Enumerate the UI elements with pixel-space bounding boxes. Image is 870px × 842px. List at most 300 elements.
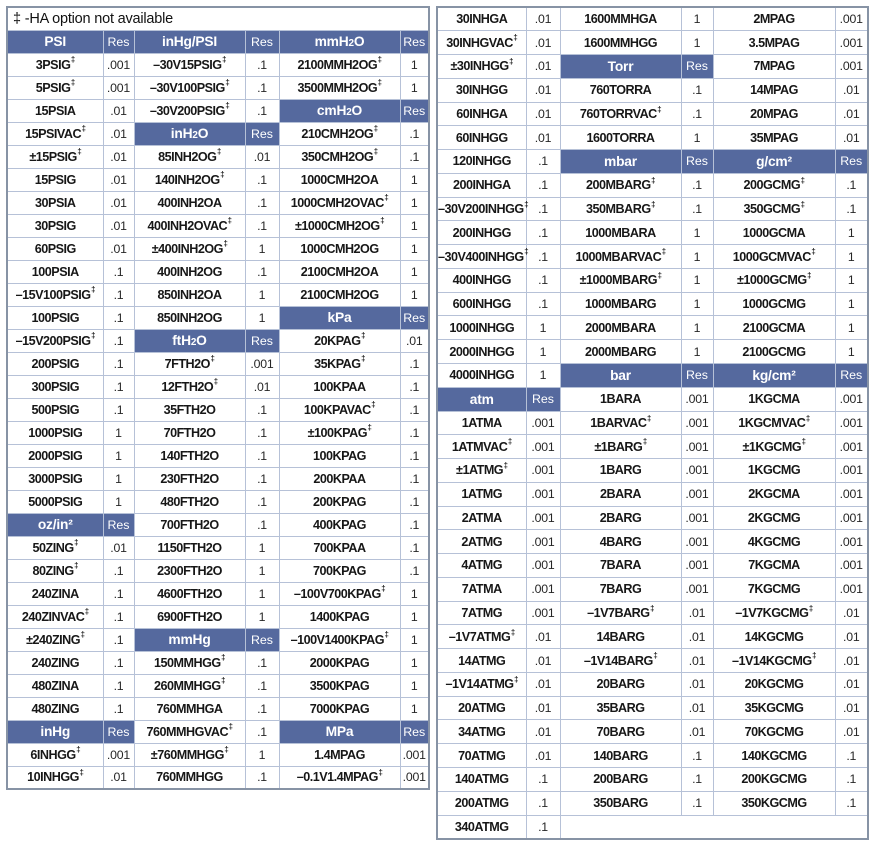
- table-row: [7, 375, 429, 398]
- unit-cell: ±30INHGG‡: [437, 55, 526, 79]
- unit-cell: 4600FTH2O: [134, 582, 245, 605]
- double-dagger-marker: ‡: [513, 33, 518, 43]
- unit-cell: 1600MMHGA: [560, 7, 681, 31]
- res-cell: .001: [835, 530, 868, 554]
- unit-cell: 85INH2OG‡: [134, 145, 245, 168]
- unit-cell: 2100CMH2OA: [279, 260, 400, 283]
- res-cell: .1: [526, 221, 560, 245]
- table-row: [437, 292, 868, 316]
- unit-cell: 4KGCMG: [713, 530, 835, 554]
- res-cell: .1: [245, 766, 279, 789]
- unit-cell: 480ZINA: [7, 674, 103, 697]
- unit-cell: 200KPAG: [279, 490, 400, 513]
- res-cell: .01: [526, 102, 560, 126]
- res-cell: .1: [103, 559, 134, 582]
- unit-cell: 480ZING: [7, 697, 103, 720]
- res-cell: .01: [103, 536, 134, 559]
- unit-cell: 260MMHGG‡: [134, 674, 245, 697]
- res-header: Res: [245, 628, 279, 651]
- table-row: [7, 490, 429, 513]
- res-cell: .01: [400, 329, 429, 352]
- res-cell: .1: [245, 421, 279, 444]
- double-dagger-marker: ‡: [384, 630, 389, 640]
- unit-cell: –30V15PSIG‡: [134, 53, 245, 76]
- res-cell: .1: [400, 145, 429, 168]
- unit-cell: 200KPAA: [279, 467, 400, 490]
- unit-cell: –30V400INHGG‡: [437, 245, 526, 269]
- subscript-two: 2: [190, 337, 197, 348]
- res-cell: .01: [103, 145, 134, 168]
- unit-cell: –30V200PSIG‡: [134, 99, 245, 122]
- double-dagger-marker: ‡: [373, 124, 378, 134]
- res-cell: 1: [681, 245, 713, 269]
- unit-cell: 760TORRVAC‡: [560, 102, 681, 126]
- res-cell: .1: [400, 352, 429, 375]
- unit-cell: 35FTH2O: [134, 398, 245, 421]
- table-row: [437, 459, 868, 483]
- unit-cell: 240ZINVAC‡: [7, 605, 103, 628]
- res-cell: 1: [835, 221, 868, 245]
- unit-cell: 2000KPAG: [279, 651, 400, 674]
- unit-cell: 700KPAG: [279, 559, 400, 582]
- res-cell: .1: [103, 283, 134, 306]
- res-cell: .001: [526, 601, 560, 625]
- unit-cell: 350KGCMG: [713, 791, 835, 815]
- res-cell: 1: [245, 559, 279, 582]
- res-cell: 1: [245, 237, 279, 260]
- unit-cell: 7000KPAG: [279, 697, 400, 720]
- unit-cell: 30PSIG: [7, 214, 103, 237]
- res-cell: .1: [835, 744, 868, 768]
- unit-cell: 7BARA: [560, 554, 681, 578]
- unit-cell: 30INHGA: [437, 7, 526, 31]
- section-header-g-cm2: g/cm²: [713, 150, 835, 174]
- res-cell: .01: [526, 625, 560, 649]
- res-cell: .1: [681, 744, 713, 768]
- table-row: [7, 582, 429, 605]
- unit-cell: 1000GCMVAC‡: [713, 245, 835, 269]
- res-cell: 1: [400, 697, 429, 720]
- res-cell: 1: [400, 260, 429, 283]
- res-cell: .001: [835, 7, 868, 31]
- unit-cell: 760MMHGG: [134, 766, 245, 789]
- unit-cell: 120INHGG: [437, 150, 526, 174]
- table-row: [437, 126, 868, 150]
- unit-cell: ±1ATMG‡: [437, 459, 526, 483]
- double-dagger-marker: ‡: [367, 423, 372, 433]
- res-cell: .1: [400, 536, 429, 559]
- res-cell: 1: [681, 268, 713, 292]
- table-row: [7, 766, 429, 789]
- res-cell: .1: [681, 197, 713, 221]
- unit-cell: 7ATMA: [437, 577, 526, 601]
- unit-cell: 1BARA: [560, 387, 681, 411]
- res-cell: .1: [526, 268, 560, 292]
- unit-cell: 200PSIG: [7, 352, 103, 375]
- res-cell: .1: [245, 76, 279, 99]
- table-row: [437, 78, 868, 102]
- res-cell: .001: [835, 577, 868, 601]
- res-cell: .01: [835, 696, 868, 720]
- unit-cell: –100V1400KPAG‡: [279, 628, 400, 651]
- res-cell: .01: [103, 766, 134, 789]
- double-dagger-marker: ‡: [650, 603, 654, 613]
- unit-cell: 7BARG: [560, 577, 681, 601]
- unit-cell: 100KPAG: [279, 444, 400, 467]
- res-cell: 1: [400, 582, 429, 605]
- unit-cell: 2BARA: [560, 482, 681, 506]
- res-cell: 1: [400, 674, 429, 697]
- unit-cell: –15V200PSIG‡: [7, 329, 103, 352]
- table-row: [437, 102, 868, 126]
- res-cell: .001: [835, 411, 868, 435]
- double-dagger-marker: ‡: [377, 55, 382, 65]
- res-cell: .1: [526, 768, 560, 792]
- unit-cell: –30V100PSIG‡: [134, 76, 245, 99]
- unit-cell: –100V700KPAG‡: [279, 582, 400, 605]
- unit-cell: 760MMHGA: [134, 697, 245, 720]
- table-row: [7, 76, 429, 99]
- unit-cell: 1000GCMA: [713, 221, 835, 245]
- unit-cell: 100KPAVAC‡: [279, 398, 400, 421]
- res-cell: .001: [526, 577, 560, 601]
- unit-cell: 6INHGG‡: [7, 743, 103, 766]
- double-dagger-marker: ‡: [228, 722, 233, 732]
- unit-cell: 4ATMG: [437, 554, 526, 578]
- res-cell: .1: [400, 559, 429, 582]
- unit-cell: 240ZING: [7, 651, 103, 674]
- double-dagger-marker: ‡: [80, 630, 85, 640]
- unit-cell: 20KPAG‡: [279, 329, 400, 352]
- table-row: [7, 168, 429, 191]
- unit-cell: 5000PSIG: [7, 490, 103, 513]
- unit-cell: 140BARG: [560, 744, 681, 768]
- res-cell: .1: [400, 467, 429, 490]
- res-cell: .1: [400, 421, 429, 444]
- double-dagger-marker: ‡: [70, 78, 75, 88]
- unit-cell: 14BARG: [560, 625, 681, 649]
- unit-cell: –1V14KGCMG‡: [713, 649, 835, 673]
- table-row: [437, 221, 868, 245]
- unit-cell: 2300FTH2O: [134, 559, 245, 582]
- section-header-inh2o: inH2O: [134, 122, 245, 145]
- double-dagger-marker: ‡: [77, 147, 82, 157]
- res-cell: .01: [526, 744, 560, 768]
- unit-cell: ±240ZING‡: [7, 628, 103, 651]
- unit-cell: –0.1V1.4MPAG‡: [279, 766, 400, 789]
- unit-cell: 400KPAG: [279, 513, 400, 536]
- res-cell: .001: [400, 743, 429, 766]
- subscript-two: 2: [192, 130, 198, 141]
- double-dagger-marker: ‡: [84, 607, 89, 617]
- res-cell: .01: [103, 168, 134, 191]
- unit-cell: 2100MMH2OG‡: [279, 53, 400, 76]
- table-row: [7, 260, 429, 283]
- note-row: [7, 7, 429, 30]
- res-cell: 1: [245, 605, 279, 628]
- res-cell: 1: [400, 605, 429, 628]
- section-header-atm: atm: [437, 387, 526, 411]
- unit-cell: 200KGCMG: [713, 768, 835, 792]
- availability-note: ‡ -HA option not available: [7, 7, 429, 30]
- unit-cell: 60INHGG: [437, 126, 526, 150]
- unit-cell: 140INH2OG‡: [134, 168, 245, 191]
- res-cell: .01: [835, 720, 868, 744]
- unit-cell: 100PSIG: [7, 306, 103, 329]
- unit-cell: 1000CMH2OG: [279, 237, 400, 260]
- res-cell: 1: [103, 490, 134, 513]
- unit-cell: 1KGCMG: [713, 459, 835, 483]
- table-row: [437, 768, 868, 792]
- res-cell: .001: [526, 554, 560, 578]
- unit-cell: 350GCMG‡: [713, 197, 835, 221]
- res-cell: .01: [526, 31, 560, 55]
- double-dagger-marker: ‡: [653, 651, 658, 661]
- res-cell: 1: [245, 536, 279, 559]
- unit-cell: ±1000MBARG‡: [560, 268, 681, 292]
- res-cell: .1: [103, 260, 134, 283]
- unit-cell: 400INH2OVAC‡: [134, 214, 245, 237]
- double-dagger-marker: ‡: [220, 170, 225, 180]
- table-row: [437, 649, 868, 673]
- res-cell: .1: [681, 102, 713, 126]
- res-cell: .1: [245, 490, 279, 513]
- double-dagger-marker: ‡: [808, 603, 813, 613]
- unit-cell: 3500KPAG: [279, 674, 400, 697]
- section-header-mpa: MPa: [279, 720, 400, 743]
- unit-cell: 1BARVAC‡: [560, 411, 681, 435]
- res-header: Res: [681, 55, 713, 79]
- double-dagger-marker: ‡: [384, 193, 389, 203]
- unit-cell: ±15PSIG‡: [7, 145, 103, 168]
- res-header: Res: [835, 150, 868, 174]
- unit-cell: 70ATMG: [437, 744, 526, 768]
- table-row: [7, 306, 429, 329]
- double-dagger-marker: ‡: [222, 55, 226, 65]
- double-dagger-marker: ‡: [373, 147, 378, 157]
- double-dagger-marker: ‡: [646, 413, 651, 423]
- res-cell: .001: [103, 53, 134, 76]
- res-cell: 1: [526, 316, 560, 340]
- double-dagger-marker: ‡: [800, 176, 805, 186]
- unit-cell: 2100GCMG: [713, 340, 835, 364]
- unit-cell: 2ATMA: [437, 506, 526, 530]
- res-cell: .1: [835, 791, 868, 815]
- section-header-oz-in2: oz/in²: [7, 513, 103, 536]
- res-cell: .1: [526, 815, 560, 839]
- unit-cell: 140KGCMG: [713, 744, 835, 768]
- unit-cell: 850INH2OA: [134, 283, 245, 306]
- res-cell: .01: [835, 649, 868, 673]
- table-row: [7, 605, 429, 628]
- res-cell: 1: [681, 221, 713, 245]
- res-header: Res: [245, 329, 279, 352]
- unit-cell: 1150FTH2O: [134, 536, 245, 559]
- table-row: [437, 672, 868, 696]
- table-row: [437, 55, 868, 79]
- table-row: [7, 122, 429, 145]
- res-cell: .01: [681, 672, 713, 696]
- unit-cell: 15PSIVAC‡: [7, 122, 103, 145]
- double-dagger-marker: ‡: [509, 57, 514, 67]
- res-header: Res: [103, 513, 134, 536]
- res-cell: .01: [526, 78, 560, 102]
- unit-cell: 300PSIG: [7, 375, 103, 398]
- unit-cell: 12FTH2O‡: [134, 375, 245, 398]
- res-cell: .01: [526, 649, 560, 673]
- unit-cell: 1000CMH2OVAC‡: [279, 191, 400, 214]
- res-header: Res: [245, 30, 279, 53]
- table-row: [437, 720, 868, 744]
- res-cell: .01: [681, 720, 713, 744]
- unit-cell: 350BARG: [560, 791, 681, 815]
- unit-cell: 1ATMG: [437, 482, 526, 506]
- res-cell: .1: [526, 173, 560, 197]
- unit-cell: 14MPAG: [713, 78, 835, 102]
- unit-cell: 100PSIA: [7, 260, 103, 283]
- res-cell: .001: [835, 435, 868, 459]
- res-cell: .001: [835, 554, 868, 578]
- unit-cell: 2BARG: [560, 506, 681, 530]
- res-cell: .1: [526, 791, 560, 815]
- res-header: Res: [400, 30, 429, 53]
- double-dagger-marker: ‡: [657, 104, 662, 114]
- double-dagger-marker: ‡: [225, 78, 230, 88]
- res-cell: .1: [681, 78, 713, 102]
- section-header-fth2o: ftH2O: [134, 329, 245, 352]
- res-cell: .1: [103, 306, 134, 329]
- unit-cell: 1000MBARG: [560, 292, 681, 316]
- unit-cell: 30INHGVAC‡: [437, 31, 526, 55]
- unit-cell: 5PSIG‡: [7, 76, 103, 99]
- unit-cell: 200ATMG: [437, 791, 526, 815]
- double-dagger-marker: ‡: [651, 199, 655, 209]
- res-cell: 1: [245, 743, 279, 766]
- res-header: Res: [103, 720, 134, 743]
- res-cell: .001: [681, 387, 713, 411]
- double-dagger-marker: ‡: [74, 561, 78, 571]
- res-cell: .1: [245, 720, 279, 743]
- table-row: [7, 697, 429, 720]
- table-row: [7, 329, 429, 352]
- table-row: [437, 340, 868, 364]
- double-dagger-marker: ‡: [216, 147, 221, 157]
- unit-cell: 3000PSIG: [7, 467, 103, 490]
- unit-cell: ±1000GCMG‡: [713, 268, 835, 292]
- res-cell: .001: [526, 506, 560, 530]
- unit-cell: ±1KGCMG‡: [713, 435, 835, 459]
- table-row: [437, 245, 868, 269]
- unit-cell: 210CMH2OG‡: [279, 122, 400, 145]
- unit-cell: ±1000CMH2OG‡: [279, 214, 400, 237]
- double-dagger-marker: ‡: [805, 413, 810, 423]
- table-row: [437, 601, 868, 625]
- double-dagger-marker: ‡: [524, 199, 529, 209]
- double-dagger-marker: ‡: [74, 538, 78, 548]
- res-cell: .001: [103, 76, 134, 99]
- res-cell: .001: [835, 55, 868, 79]
- unit-cell: 400INH2OG: [134, 260, 245, 283]
- unit-cell: 200MBARG‡: [560, 173, 681, 197]
- res-cell: .001: [681, 459, 713, 483]
- unit-cell: 1600TORRA: [560, 126, 681, 150]
- unit-cell: 3500MMH2OG‡: [279, 76, 400, 99]
- unit-cell: 480FTH2O: [134, 490, 245, 513]
- unit-cell: 70BARG: [560, 720, 681, 744]
- res-cell: 1: [103, 421, 134, 444]
- table-row: [7, 536, 429, 559]
- res-cell: .1: [103, 582, 134, 605]
- unit-cell: 1400KPAG: [279, 605, 400, 628]
- unit-cell: 100KPAA: [279, 375, 400, 398]
- res-cell: 1: [681, 31, 713, 55]
- res-cell: .001: [103, 743, 134, 766]
- res-cell: 1: [835, 316, 868, 340]
- unit-cell: 6900FTH2O: [134, 605, 245, 628]
- res-cell: .01: [526, 55, 560, 79]
- unit-cell: 7ATMG: [437, 601, 526, 625]
- unit-cell: 35MPAG: [713, 126, 835, 150]
- res-cell: .1: [103, 329, 134, 352]
- section-header-kg-cm2: kg/cm²: [713, 363, 835, 387]
- res-cell: .1: [681, 768, 713, 792]
- res-cell: .1: [103, 628, 134, 651]
- unit-cell: 20ATMG: [437, 696, 526, 720]
- res-cell: .1: [103, 398, 134, 421]
- double-dagger-marker: ‡: [76, 745, 81, 755]
- unit-cell: 1BARG: [560, 459, 681, 483]
- unit-cell: 240ZINA: [7, 582, 103, 605]
- double-dagger-marker: ‡: [79, 768, 84, 778]
- double-dagger-marker: ‡: [227, 216, 232, 226]
- unit-cell: 70KGCMG: [713, 720, 835, 744]
- unit-cell: 1KGCMVAC‡: [713, 411, 835, 435]
- res-cell: .1: [245, 674, 279, 697]
- res-cell: .1: [103, 697, 134, 720]
- res-cell: .01: [681, 601, 713, 625]
- table-row: [437, 7, 868, 31]
- res-cell: .001: [400, 766, 429, 789]
- res-cell: .1: [526, 292, 560, 316]
- unit-cell: 3.5MPAG: [713, 31, 835, 55]
- unit-cell: 7FTH2O‡: [134, 352, 245, 375]
- res-cell: .001: [245, 352, 279, 375]
- double-dagger-marker: ‡: [371, 400, 376, 410]
- table-row: [7, 513, 429, 536]
- res-cell: 1: [400, 214, 429, 237]
- unit-cell: 7MPAG: [713, 55, 835, 79]
- res-cell: 1: [400, 168, 429, 191]
- subscript-two: 2: [346, 107, 352, 118]
- res-cell: 1: [400, 76, 429, 99]
- table-row: [7, 30, 429, 53]
- res-cell: .001: [526, 411, 560, 435]
- unit-cell: –30V200INHGG‡: [437, 197, 526, 221]
- double-dagger-marker: ‡: [812, 651, 817, 661]
- section-header-psi: PSI: [7, 30, 103, 53]
- table-row: [437, 482, 868, 506]
- table-row: [437, 387, 868, 411]
- res-cell: .001: [681, 435, 713, 459]
- table-row: [7, 283, 429, 306]
- unit-cell: 350MBARG‡: [560, 197, 681, 221]
- double-dagger-marker: ‡: [361, 354, 365, 364]
- res-cell: .01: [835, 102, 868, 126]
- res-cell: .001: [526, 530, 560, 554]
- res-cell: .001: [835, 31, 868, 55]
- table-row: [437, 696, 868, 720]
- unit-cell: ±1BARG‡: [560, 435, 681, 459]
